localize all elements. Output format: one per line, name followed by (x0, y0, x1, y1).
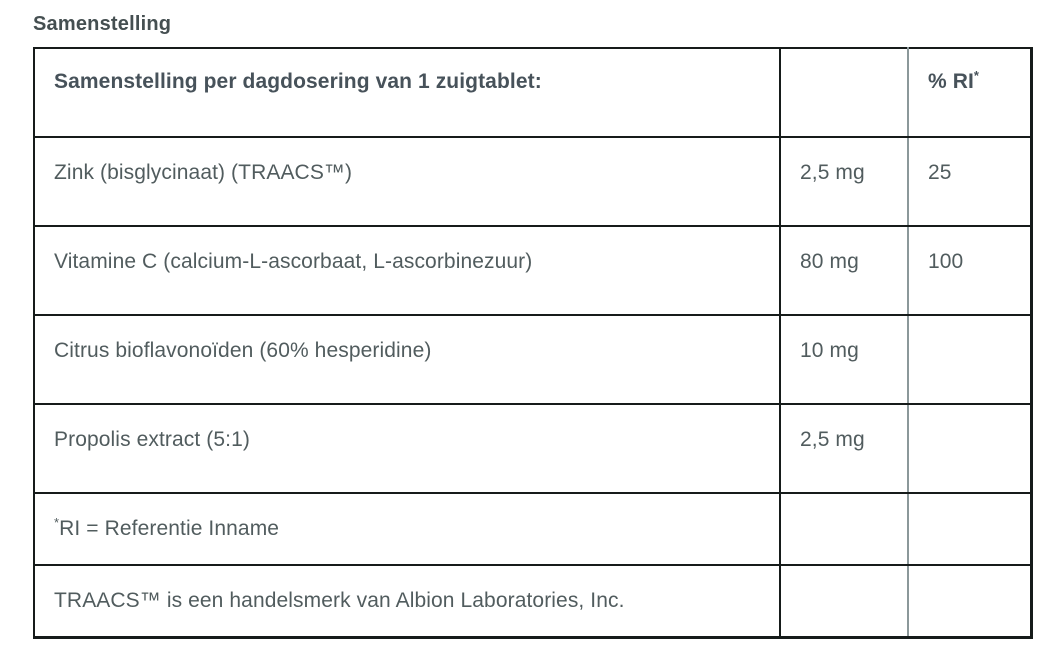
ri-cell (908, 226, 1031, 315)
amount-value: 2,5 mg (800, 428, 865, 451)
ri-value: 25 (928, 161, 952, 184)
header-amount-cell (780, 48, 908, 137)
ingredient-name-cell (34, 226, 780, 315)
table-header-row (34, 48, 1031, 137)
ingredient-name-cell (34, 404, 780, 493)
footnote-row-traacs (34, 565, 1031, 637)
amount-value: 80 mg (800, 250, 859, 273)
empty-cell (908, 493, 1031, 565)
empty-cell (780, 493, 908, 565)
footnote-asterisk: * (54, 515, 60, 530)
amount-cell (780, 404, 908, 493)
header-composition-cell (34, 48, 780, 137)
ingredient-name-cell (34, 315, 780, 404)
footnote-cell (34, 493, 780, 565)
footnote-cell (34, 565, 780, 637)
header-ri-label: % RI (928, 70, 974, 93)
ri-value: 100 (928, 250, 964, 273)
page-title: Samenstelling (33, 13, 172, 35)
ingredient-row-citrus (34, 315, 1031, 404)
footnote-text: TRAACS™ is een handelsmerk van Albion Laboratories, Inc. (54, 589, 625, 612)
ri-cell (908, 315, 1031, 404)
amount-value: 10 mg (800, 339, 859, 362)
amount-cell (780, 315, 908, 404)
header-composition-label: Samenstelling per dagdosering van 1 zuigtablet: (54, 70, 542, 93)
footnote-row-ri (34, 493, 1031, 565)
amount-value: 2,5 mg (800, 161, 865, 184)
composition-table (33, 47, 1033, 639)
empty-cell (908, 565, 1031, 637)
footnote-text: RI = Referentie Inname (59, 517, 280, 540)
ingredient-row-zink (34, 137, 1031, 226)
ingredient-name: Zink (bisglycinaat) (TRAACS™) (54, 161, 353, 184)
ingredient-name: Citrus bioflavonoïden (60% hesperidine) (54, 339, 432, 362)
ingredient-name: Vitamine C (calcium-L-ascorbaat, L-ascorbinezuur) (54, 250, 533, 273)
ri-cell (908, 404, 1031, 493)
ri-cell (908, 137, 1031, 226)
amount-cell (780, 226, 908, 315)
header-ri-asterisk: * (973, 68, 980, 83)
ingredient-row-vitamine-c (34, 226, 1031, 315)
amount-cell (780, 137, 908, 226)
ingredient-name-cell (34, 137, 780, 226)
ingredient-name: Propolis extract (5:1) (54, 428, 250, 451)
header-ri-cell (908, 48, 1031, 137)
ingredient-row-propolis (34, 404, 1031, 493)
empty-cell (780, 565, 908, 637)
